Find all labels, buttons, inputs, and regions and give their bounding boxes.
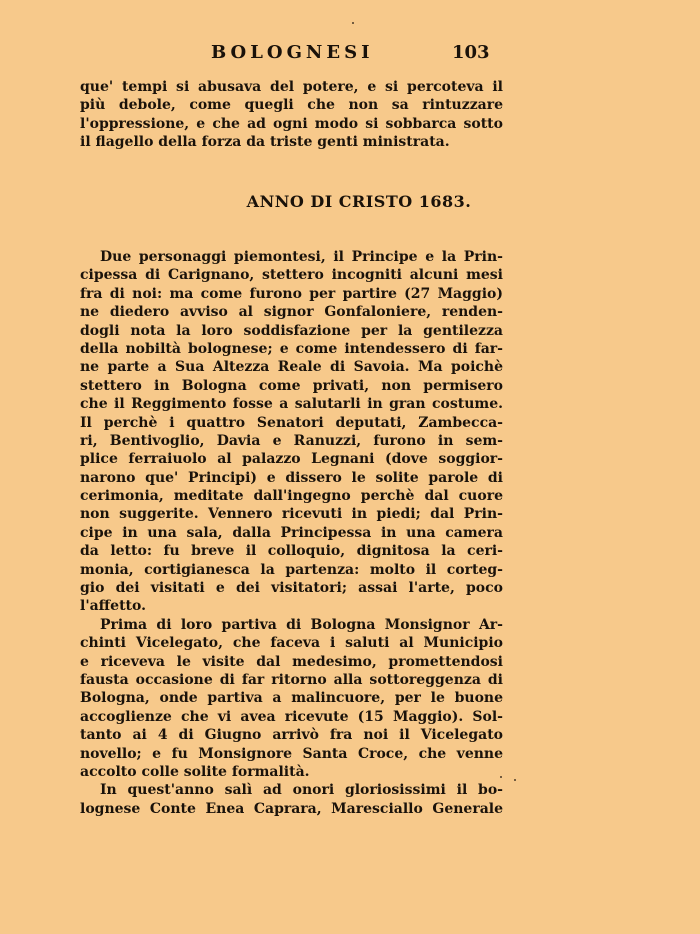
- text-line: ne diedero avviso al signor Gonfaloniere, renden-: [80, 304, 503, 321]
- text-line: l'affetto.: [80, 598, 146, 615]
- text-line: cipe in una sala, dalla Principessa in una camera: [80, 524, 503, 541]
- text-line: lognese Conte Enea Caprara, Maresciallo Generale: [80, 800, 503, 817]
- top-paragraph: [80, 78, 503, 152]
- text-line: Prima di loro partiva di Bologna Monsignor Ar-: [100, 616, 503, 633]
- text-line: tanto ai 4 di Giugno arrivò fra noi il Vicelegato: [80, 727, 503, 744]
- paper-speck: [352, 22, 354, 24]
- text-line: dogli nota la loro soddisfazione per la gentilezza: [80, 322, 503, 339]
- text-line: l'oppressione, e che ad ogni modo si sobbarca sotto: [80, 115, 503, 132]
- text-line: fra di noi: ma come furono per partire (27 Maggio): [80, 285, 503, 302]
- text-line: che il Reggimento fosse a salutarli in gran costume.: [80, 396, 503, 413]
- text-line: gio dei visitati e dei visitatori; assai l'arte, poco: [80, 580, 503, 597]
- running-title: BOLOGNESI: [211, 42, 374, 63]
- paper-speck: [514, 779, 516, 781]
- text-line: Il perchè i quattro Senatori deputati, Zambecca-: [80, 414, 503, 431]
- text-line: Bologna, onde partiva a malincuore, per le buone: [80, 690, 503, 707]
- text-line: stettero in Bologna come privati, non permisero: [80, 377, 503, 394]
- text-line: ne parte a Sua Altezza Reale di Savoia. Ma poichè: [80, 359, 503, 376]
- text-line: della nobiltà bolognese; e come intendessero di far-: [80, 340, 503, 357]
- text-line: fausta occasione di far ritorno alla sottoreggenza di: [80, 671, 503, 688]
- paragraph-1: [80, 248, 503, 818]
- text-line: novello; e fu Monsignore Santa Croce, che venne: [80, 745, 503, 762]
- text-line: monia, cortigianesca la partenza: molto il corteg-: [80, 561, 503, 578]
- text-line: accoglienze che vi avea ricevute (15 Maggio). Sol-: [80, 708, 503, 725]
- text-line: cipessa di Carignano, stettero incogniti alcuni mesi: [80, 267, 503, 284]
- text-line: accolto colle solite formalità.: [80, 763, 310, 780]
- text-line: plice ferraiuolo al palazzo Legnani (dove soggior-: [80, 451, 503, 468]
- text-line: e riceveva le visite dal medesimo, promettendosi: [80, 653, 503, 670]
- text-line: narono que' Principi) e dissero le solite parole di: [80, 469, 503, 486]
- text-line: non suggerite. Vennero ricevuti in piedi; dal Prin-: [80, 506, 503, 523]
- text-line: il flagello della forza da triste genti ministrata.: [80, 134, 450, 151]
- text-line: ri, Bentivoglio, Davia e Ranuzzi, furono in sem-: [80, 432, 503, 449]
- text-line: cerimonia, meditate dall'ingegno perchè dal cuore: [80, 488, 503, 505]
- text-line: da letto: fu breve il colloquio, dignitosa la ceri-: [80, 543, 503, 560]
- text-line: que' tempi si abusava del potere, e si percoteva il: [80, 79, 503, 95]
- text-line: Due personaggi piemontesi, il Principe e la Prin-: [100, 249, 503, 265]
- text-line: più debole, come quegli che non sa rintuzzare: [80, 97, 503, 114]
- paper-speck: [500, 776, 502, 778]
- text-line: chinti Vicelegato, che faceva i saluti al Municipio: [80, 635, 503, 652]
- text-line: In quest'anno salì ad onori gloriosissimi il bo-: [100, 782, 503, 799]
- page-header: [0, 42, 700, 66]
- section-heading: ANNO DI CRISTO 1683.: [246, 192, 472, 211]
- page-number: 103: [452, 42, 490, 63]
